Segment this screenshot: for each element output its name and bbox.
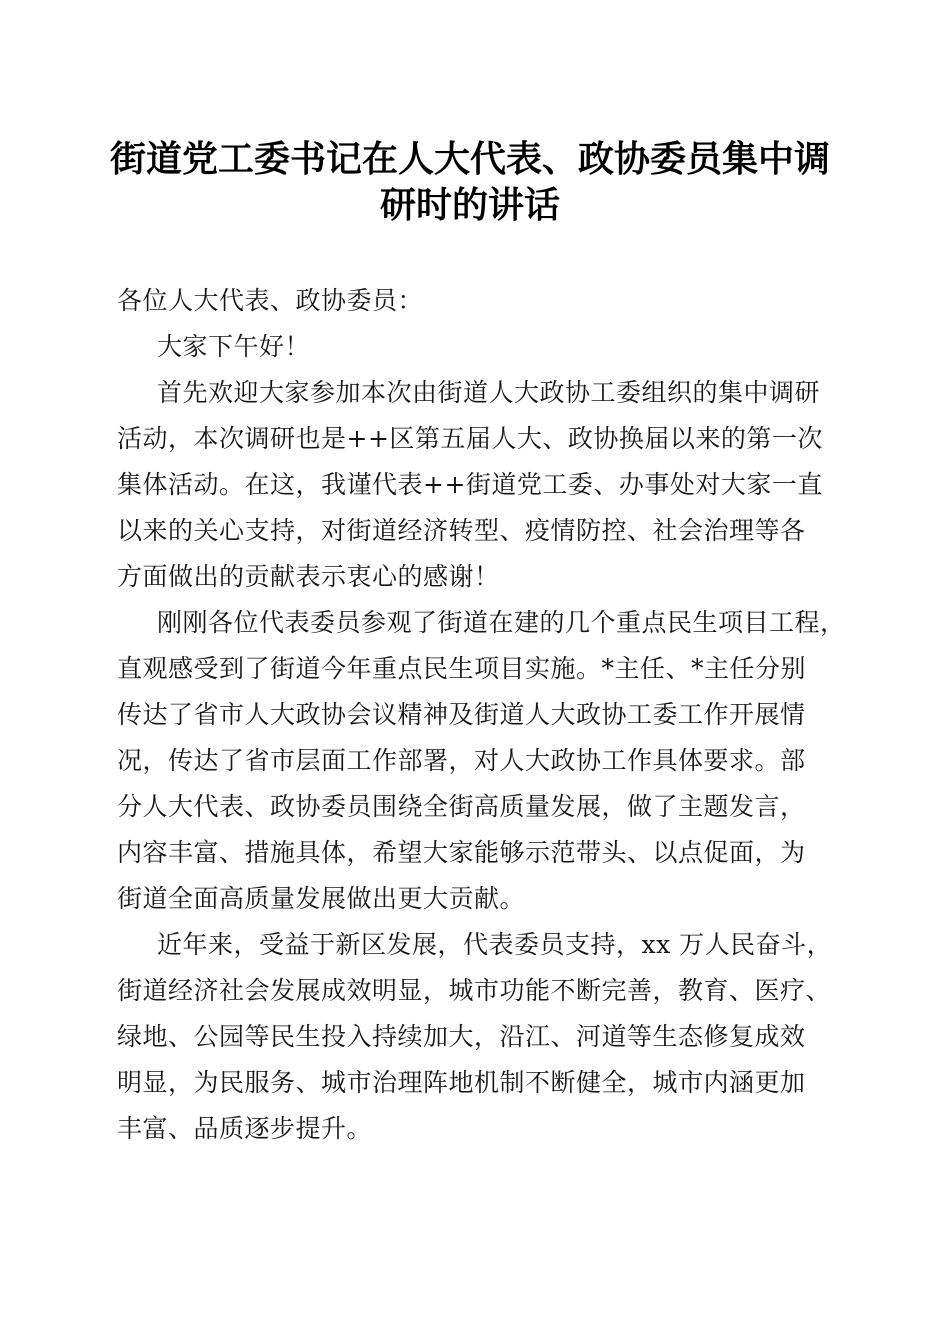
paragraph-line: 集体活动。在这，我谨代表++街道党工委、办事处对大家一直 [117,470,823,499]
paragraph-line: 活动，本次调研也是++区第五届人大、政协换届以来的第一次 [117,424,823,453]
document-body [117,278,846,1152]
title-line: 研时的讲话 [379,184,560,226]
paragraph-line: 街道经济社会发展成效明显，城市功能不断完善，教育、医疗、 [117,976,832,1005]
greeting: 大家下午好！ [157,332,311,361]
paragraph-line: 内容丰富、措施具体，希望大家能够示范带头、以点促面，为 [117,838,806,867]
paragraph-line: 明显，为民服务、城市治理阵地机制不断健全，城市内涵更加 [117,1068,806,1097]
salutation: 各位人大代表、政协委员： [117,286,424,315]
paragraph-line: 传达了省市人大政协会议精神及街道人大政协工委工作开展情 [117,700,806,729]
paragraph-line: 绿地、公园等民生投入持续加大，沿江、河道等生态修复成效 [117,1022,806,1051]
paragraph-line: 直观感受到了街道今年重点民生项目实施。*主任、*主任分别 [117,654,807,683]
paragraph-line: 刚刚各位代表委员参观了街道在建的几个重点民生项目工程， [157,608,846,637]
paragraph-development [117,922,837,1152]
paragraph-line: 首先欢迎大家参加本次由街道人大政协工委组织的集中调研 [157,378,821,407]
paragraph-visit [117,600,846,922]
paragraph-line: 方面做出的贡献表示衷心的感谢！ [117,562,500,591]
paragraph-line: 以来的关心支持，对街道经济转型、疫情防控、社会治理等各 [117,516,806,545]
paragraph-line: 丰富、品质逐步提升。 [117,1114,373,1143]
paragraph-line: 分人大代表、政协委员围绕全街高质量发展，做了主题发言， [117,792,806,821]
paragraph-line: 况，传达了省市层面工作部署，对人大政协工作具体要求。部 [117,746,806,775]
title-line: 街道党工委书记在人大代表、政协委员集中调 [109,138,830,180]
document-title [100,136,840,228]
paragraph-welcome [117,370,837,600]
paragraph-line: 街道全面高质量发展做出更大贡献。 [117,884,526,913]
paragraph-line: 近年来，受益于新区发展，代表委员支持，xx 万人民奋斗， [157,930,833,959]
